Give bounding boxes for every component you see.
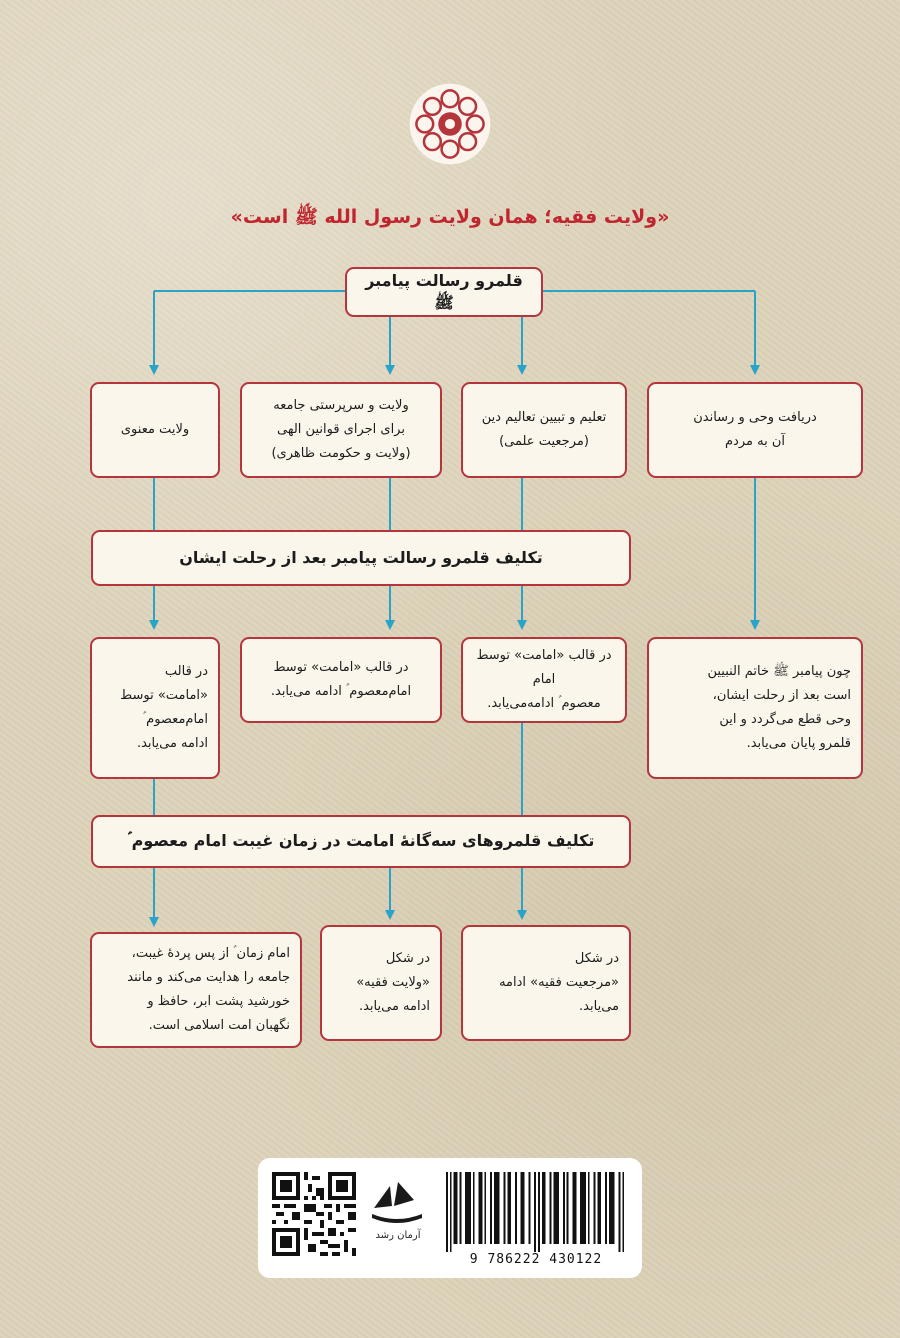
- barcode-card: [258, 1158, 642, 1278]
- section-occultation: تکلیف قلمروهای سه‌گانهٔ امامت در زمان غیبت امام معصوم ؑ: [91, 815, 631, 868]
- level2-node-spiritual-imamate: در قالب «امامت» توسط امام‌معصوم ؑ ادامه می‌یابد.: [90, 637, 220, 779]
- level1-node-teaching: تعلیم و تبیین تعالیم دین (مرجعیت علمی): [461, 382, 627, 478]
- level1-node-spiritual: ولایت معنوی: [90, 382, 220, 478]
- level1-node-governance: ولایت و سرپرستی جامعه برای اجرای قوانین الهی (ولایت و حکومت ظاهری): [240, 382, 442, 478]
- level3-node-hidden-imam: امام زمان ؑ از پس پردهٔ غیبت، جامعه را هدایت می‌کند و مانند خورشید پشت ابر، حافظ و نگهبان امت اسلامی است.: [90, 932, 302, 1048]
- publisher-name: آرمان رشد: [375, 1230, 421, 1241]
- qr-code-icon: [272, 1172, 356, 1256]
- level2-node-governance-imamate: در قالب «امامت» توسط امام‌معصوم ؑ ادامه می‌یابد.: [240, 637, 442, 723]
- level2-node-teaching-imamate: در قالب «امامت» توسط امام معصوم ؑ ادامه‌می‌یابد.: [461, 637, 627, 723]
- level2-node-revelation-ends: چون پیامبر ﷺ خاتم النبیین است بعد از رحلت ایشان، وحی قطع می‌گردد و این قلمرو پایان می‌یابد.: [647, 637, 863, 779]
- publisher-logo-icon: [368, 1178, 426, 1226]
- isbn-number: 9 786222 430122: [469, 1252, 603, 1267]
- barcode-icon: [446, 1172, 628, 1252]
- level3-node-velayat-faqih: در شکل «ولایت فقیه» ادامه می‌یابد.: [320, 925, 442, 1041]
- level3-node-jurist-authority: در شکل «مرجعیت فقیه» ادامه می‌یابد.: [461, 925, 631, 1041]
- page-title: «ولایت فقیه؛ همان ولایت رسول الله ﷺ است»: [230, 206, 670, 228]
- level1-node-revelation: دریافت وحی و رساندن آن به مردم: [647, 382, 863, 478]
- root-node: قلمرو رسالت پیامبر ﷺ: [345, 267, 543, 317]
- section-after-prophet: تکلیف قلمرو رسالت پیامبر بعد از رحلت ایشان: [91, 530, 631, 586]
